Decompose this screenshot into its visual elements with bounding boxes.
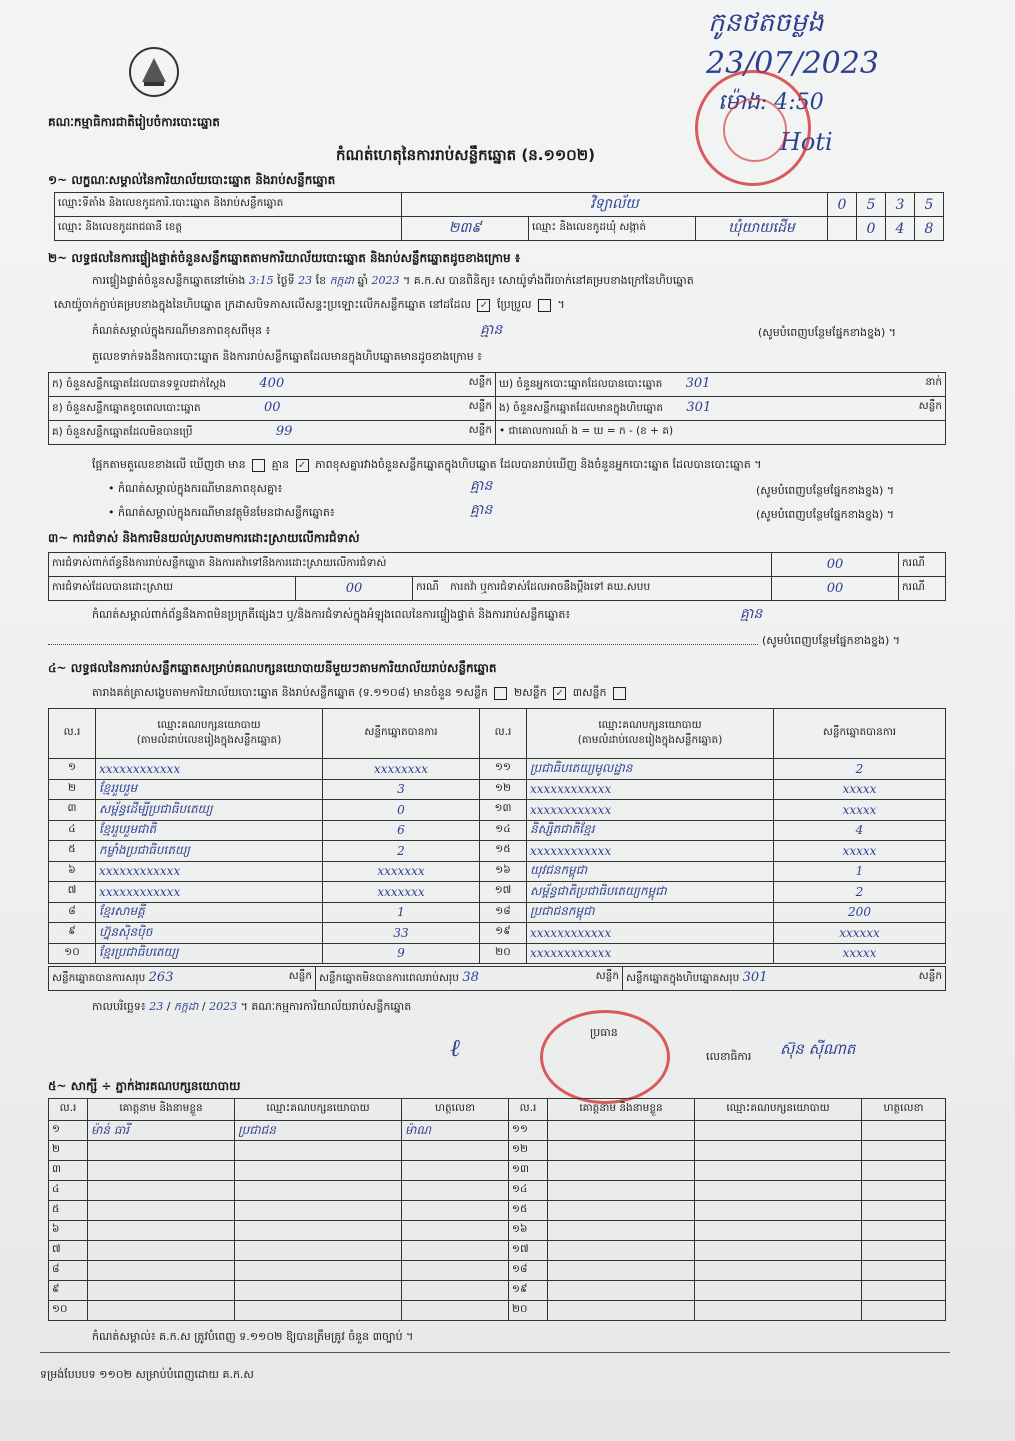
witness-name [88, 1161, 235, 1181]
commune-label: ឈ្មោះ និងលេខកូដឃុំ សង្កាត់ [529, 217, 696, 241]
location-value: វិទ្យាល័យ [402, 193, 828, 217]
row-number: ១៦ [509, 1221, 548, 1241]
row-number: ១១ [480, 759, 527, 780]
row-number: ៥ [49, 841, 96, 862]
table-row [49, 861, 946, 882]
valid-votes: 33 [323, 923, 480, 944]
row-number: ២០ [509, 1301, 548, 1321]
table-row [49, 1241, 946, 1261]
witness-name [88, 1201, 235, 1221]
table-row [49, 943, 946, 964]
row-number: ១៧ [509, 1241, 548, 1261]
witness-signature [862, 1281, 946, 1301]
col-sign: ហត្ថលេខា [402, 1099, 509, 1121]
witness-signature [402, 1261, 509, 1281]
witness-party [235, 1161, 402, 1181]
party-name: យុវជនកម្ពុជា [527, 861, 774, 882]
commune-code-digit: 4 [886, 217, 915, 241]
witness-name: ម៉ាន់ ធារី [88, 1121, 235, 1141]
row-number: ១១ [509, 1121, 548, 1141]
commune-value: ឃុំយាយដើម [696, 217, 828, 241]
col-name: គោត្តនាម និងនាមខ្លួន [548, 1099, 695, 1121]
witness-signature [402, 1221, 509, 1241]
footnote: កំណត់សម្គាល់៖ គ.ក.ស ត្រូវបំពេញ ទ.១១០២ ឱ្យបានត្រឹមត្រូវ ចំនួន ៣ច្បាប់ ។ [92, 1330, 414, 1343]
section4-heading: ៤~ លទ្ធផលនៃការរាប់សន្លឹកឆ្នោតសម្រាប់គណបក្សនយោបាយនីមួយៗតាមការិយាល័យរាប់សន្លឹកឆ្នោត [48, 661, 497, 675]
figures-intro: តួលេខទាក់ទងនឹងការបោះឆ្នោត និងការរាប់សន្លឹកឆ្នោតដែលមានក្នុងហិបឆ្នោតមានដូចខាងក្រោម ៖ [92, 350, 483, 363]
table-row [49, 1161, 946, 1181]
witness-name [88, 1141, 235, 1161]
row-number: ៩ [49, 1281, 88, 1301]
witness-signature [862, 1141, 946, 1161]
valid-votes: xxxxx [774, 779, 946, 800]
difference-note-hint: (សូមបំពេញបន្ថែមផ្នែកខាងខ្នង) ។ [758, 326, 897, 339]
summary-sheet-line: តារាងគត់ត្រាសង្ខេបតាមការិយាល័យបោះឆ្នោត និងរាប់សន្លឹកឆ្នោត (ទ.១១០៨) មានចំនួន ១សន្លឹក ២សន្លឹក ✓ ៣សន្លឹក [92, 686, 629, 702]
witness-party [695, 1121, 862, 1141]
valid-votes: 2 [774, 759, 946, 780]
col-no: ល.រ [49, 1099, 88, 1121]
row-number: ៦ [49, 861, 96, 882]
table-row [49, 1121, 946, 1141]
col-party: ឈ្មោះគណបក្សនយោបាយ (តាមលំដាប់លេខរៀងក្នុងសន្លឹកឆ្នោត) [96, 709, 323, 759]
row-number: ៧ [49, 1241, 88, 1261]
party-name: ខ្មែររួបរួមជាតិ [96, 820, 323, 841]
table-row [49, 1221, 946, 1241]
location-code-digit: 5 [915, 193, 944, 217]
party-name: xxxxxxxxxxxx [96, 759, 323, 780]
witness-signature [862, 1161, 946, 1181]
row-number: ១៩ [480, 923, 527, 944]
table-row [49, 759, 946, 780]
witness-party [695, 1221, 862, 1241]
location-code-digit: 5 [857, 193, 886, 217]
witness-signature [862, 1121, 946, 1141]
valid-votes: xxxxxxx [323, 882, 480, 903]
witness-name [88, 1261, 235, 1281]
row-number: ២ [49, 779, 96, 800]
row-number: ១២ [509, 1141, 548, 1161]
col-sign: ហត្ថលេខា [862, 1099, 946, 1121]
appeal-value: 00 [772, 577, 899, 601]
witness-name [88, 1181, 235, 1201]
one-sheet-checkbox [494, 687, 507, 700]
location-label: ឈ្មោះទីតាំង និងលេខកូដការិ.បោះឆ្នោត និងរាប់សន្លឹកឆ្នោត [55, 193, 402, 217]
table-row [49, 800, 946, 821]
nec-logo [128, 46, 180, 98]
col-party: ឈ្មោះគណបក្សនយោបាយ [235, 1099, 402, 1121]
commune-code-digit: 0 [857, 217, 886, 241]
province-label: ឈ្មោះ និងលេខកូដរាជធានី ខេត្ត [55, 217, 402, 241]
province-value: ២៣៩ [402, 217, 529, 241]
table-row [49, 779, 946, 800]
row-number: ១ [49, 759, 96, 780]
three-sheet-checkbox [613, 687, 626, 700]
valid-votes: 0 [323, 800, 480, 821]
party-name: xxxxxxxxxxxx [96, 861, 323, 882]
valid-votes: 2 [774, 882, 946, 903]
witness-party [695, 1161, 862, 1181]
valid-votes: 1 [774, 861, 946, 882]
witness-name [88, 1281, 235, 1301]
official-stamp-bottom [540, 1010, 670, 1104]
row-number: ៧ [49, 882, 96, 903]
witness-signature [402, 1201, 509, 1221]
witness-party [235, 1281, 402, 1301]
witness-signature [862, 1181, 946, 1201]
has-difference-checkbox [252, 459, 265, 472]
two-sheet-checkbox: ✓ [553, 687, 566, 700]
col-party: ឈ្មោះគណបក្សនយោបាយ [695, 1099, 862, 1121]
row-number: ១៦ [480, 861, 527, 882]
table-row [49, 923, 946, 944]
table-row [49, 1181, 946, 1201]
row-number: ១០ [49, 1301, 88, 1321]
table-row [49, 1201, 946, 1221]
row-number: ៦ [49, 1221, 88, 1241]
objections-value: 00 [772, 553, 899, 577]
party-name: សម្ព័ន្ធដើម្បីប្រជាធិបតេយ្យ [96, 800, 323, 821]
section1-heading: ១~ លក្ខណៈសម្គាល់នៃការិយាល័យបោះឆ្នោត និងរាប់សន្លឹកឆ្នោត [48, 173, 336, 187]
difference-note-label: កំណត់សម្គាល់ក្នុងករណីមានភាពខុសពីមុន ៖ [92, 324, 271, 337]
row-number: ១៣ [480, 800, 527, 821]
valid-votes: 6 [323, 820, 480, 841]
row-number: ១០ [49, 943, 96, 964]
valid-votes: xxxxxx [774, 923, 946, 944]
party-name: xxxxxxxxxxxx [527, 841, 774, 862]
verification-line2: សោយ៉ូចាក់ភ្ជាប់គម្របខាងក្នុងនៃហិបឆ្នោត ក្រដាសបិទភាសលើសន្ទះប្រឡោះលើកសន្លឹកឆ្នោត នៅដដែល ✓ ប្រែប្រួល ។ [54, 298, 565, 311]
witness-name [548, 1181, 695, 1201]
witness-signature [862, 1201, 946, 1221]
party-name: xxxxxxxxxxxx [527, 923, 774, 944]
difference-note-value: គ្មាន [480, 322, 503, 338]
table-row [49, 902, 946, 923]
party-name: ហ្វ៊ុនស៊ិនប៉ិច [96, 923, 323, 944]
witness-table [48, 1098, 946, 1321]
party-name: xxxxxxxxxxxx [527, 943, 774, 964]
row-number: ១៥ [480, 841, 527, 862]
section1-table [54, 192, 944, 241]
row-number: ១៤ [480, 820, 527, 841]
witness-name [548, 1141, 695, 1161]
witness-signature [402, 1141, 509, 1161]
irregularities-value: គ្មាន [740, 606, 763, 622]
row-number: ៩ [49, 923, 96, 944]
unchanged-checkbox: ✓ [477, 299, 490, 312]
row-number: ៤ [49, 820, 96, 841]
col-no: ល.រ [49, 709, 96, 759]
handwritten-date: 23/07/2023 [706, 46, 879, 81]
valid-votes: 4 [774, 820, 946, 841]
objections-label: ការជំទាស់ពាក់ព័ន្ធនឹងការរាប់សន្លឹកឆ្នោត និងការតវ៉ាទៅនឹងការដោះស្រាយលើការជំទាស់ [49, 553, 772, 577]
form-footer: ទម្រង់បែបបទ ១១០២ សម្រាប់បំពេញដោយ គ.ក.ស [40, 1368, 254, 1381]
row-number: ១៣ [509, 1161, 548, 1181]
party-name: សម្ព័ន្ធជាតិប្រជាធិបតេយ្យកម្ពុជា [527, 882, 774, 903]
witness-name [548, 1121, 695, 1141]
witness-name [548, 1281, 695, 1301]
org-title: គណៈកម្មាធិការជាតិរៀបចំការបោះឆ្នោត [48, 115, 220, 129]
col-party: ឈ្មោះគណបក្សនយោបាយ (តាមលំដាប់លេខរៀងក្នុងសន្លឹកឆ្នោត) [527, 709, 774, 759]
witness-party [235, 1241, 402, 1261]
row-number: ១៨ [509, 1261, 548, 1281]
note1-label: • កំណត់សម្គាល់ក្នុងករណីមានភាពខុសគ្នា៖ [108, 482, 283, 495]
col-votes: សន្លឹកឆ្នោតបានការ [774, 709, 946, 759]
witness-party [235, 1261, 402, 1281]
valid-votes: 200 [774, 902, 946, 923]
witness-signature [402, 1181, 509, 1201]
witness-signature: ម៉ាណ [402, 1121, 509, 1141]
table-row [49, 820, 946, 841]
witness-signature [862, 1301, 946, 1321]
row-number: ១៥ [509, 1201, 548, 1221]
col-no: ល.រ [509, 1099, 548, 1121]
witness-signature [862, 1241, 946, 1261]
witness-party [235, 1221, 402, 1241]
valid-votes: 2 [323, 841, 480, 862]
chair-label: ប្រធាន [590, 1026, 618, 1039]
witness-name [548, 1301, 695, 1321]
valid-votes: xxxxx [774, 943, 946, 964]
difference-check-line: ផ្អែកតាមតួលេខខាងលើ ឃើញថា មាន គ្មាន ✓ ភាពខុសគ្នារវាងចំនួនសន្លឹកឆ្នោតក្នុងហិបឆ្នោត ដែលបានរាប់ឃើញ និងចំនួនអ្នកបោះឆ្នោត ដែលបានបោះឆ្នោត ។ [92, 458, 762, 471]
valid-votes: xxxxxxx [323, 861, 480, 882]
witness-name [548, 1261, 695, 1281]
witness-signature [402, 1241, 509, 1261]
ballot-figures-table: ក) ចំនួនសន្លឹកឆ្នោតដែលបានទទួលជាក់ស្តែង 400 សន្លឹក ឃ) ចំនួនអ្នកបោះឆ្នោតដែលបានបោះឆ្នោត 301 នាក់ ខ) ចំនួនសន្លឹកឆ្នោតខូចពេលបោះឆ្នោត 00 សន្លឹក ង) ចំនួនសន្លឹកឆ្នោតដែលមានក្នុងហិបឆ្នោត 301 សន្លឹក គ) ចំនួនសន្លឹកឆ្នោតដែលមិនបានប្រើ 99 សន្លឹក • ជាគោលការណ៍ ង = ឃ = ក - (ខ + គ) [48, 372, 946, 445]
witness-party [695, 1201, 862, 1221]
witness-signature [862, 1221, 946, 1241]
valid-votes: 3 [323, 779, 480, 800]
table-row [49, 1261, 946, 1281]
section3-heading: ៣~ ការជំទាស់ និងការមិនយល់ស្របតាមការដោះស្រាយលើការជំទាស់ [48, 531, 360, 545]
commune-code-digit: 8 [915, 217, 944, 241]
row-number: ៤ [49, 1181, 88, 1201]
table-row [49, 1281, 946, 1301]
party-name: xxxxxxxxxxxx [527, 800, 774, 821]
table-row [49, 882, 946, 903]
party-name: កម្លាំងប្រជាធិបតេយ្យ [96, 841, 323, 862]
party-name: xxxxxxxxxxxx [96, 882, 323, 903]
row-number: ២០ [480, 943, 527, 964]
note2-hint: (សូមបំពេញបន្ថែមផ្នែកខាងខ្នង) ។ [756, 508, 895, 521]
signing-date-line: កាលបរិច្ឆេទ៖ 23 / កក្កដា / 2023 ។ គណៈកម្មការការិយាល័យរាប់សន្លឹកឆ្នោត [92, 1000, 412, 1013]
witness-name [548, 1201, 695, 1221]
handwritten-initials: Hoti [780, 128, 833, 156]
table-row [49, 841, 946, 862]
handwritten-time: ម៉ោង: 4:50 [718, 90, 824, 115]
form-title: កំណត់ហេតុនៃការរាប់សន្លឹកឆ្នោត (ន.១១០២) [336, 146, 596, 164]
witness-signature [402, 1301, 509, 1321]
col-name: គោត្តនាម និងនាមខ្លួន [88, 1099, 235, 1121]
party-name: xxxxxxxxxxxx [527, 779, 774, 800]
note2-label: • កំណត់សម្គាល់ក្នុងករណីមានវត្ថុមិនមែនជាសន្លឹកឆ្នោត៖ [108, 506, 335, 519]
row-number: ១៤ [509, 1181, 548, 1201]
col-no: ល.រ [480, 709, 527, 759]
secretary-name: ស៊ុន ស៊ីណាត [780, 1040, 856, 1058]
witness-party [695, 1181, 862, 1201]
unit: ករណី [899, 577, 946, 601]
witness-party [695, 1281, 862, 1301]
location-code-digit: 3 [886, 193, 915, 217]
valid-votes: xxxxxxxx [323, 759, 480, 780]
party-results-table [48, 708, 946, 964]
witness-signature [402, 1161, 509, 1181]
location-code-digit: 0 [828, 193, 857, 217]
witness-name [548, 1241, 695, 1261]
row-number: ៣ [49, 1161, 88, 1181]
witness-party [695, 1261, 862, 1281]
valid-votes: xxxxx [774, 841, 946, 862]
witness-signature [402, 1281, 509, 1301]
witness-party: ប្រជាជន [235, 1121, 402, 1141]
changed-checkbox [538, 299, 551, 312]
table-row [49, 1301, 946, 1321]
party-name: ប្រជាជនកម្ពុជា [527, 902, 774, 923]
row-number: ៣ [49, 800, 96, 821]
row-number: ៨ [49, 902, 96, 923]
witness-signature [862, 1261, 946, 1281]
note2-value: គ្មាន [470, 502, 493, 518]
valid-votes: xxxxx [774, 800, 946, 821]
witness-name [88, 1241, 235, 1261]
note1-value: គ្មាន [470, 478, 493, 494]
row-number: ១២ [480, 779, 527, 800]
irregularities-label: កំណត់សម្គាល់ពាក់ព័ន្ធនឹងភាពមិនប្រក្រតីផ្សេងៗ ឬ/និងការជំទាស់ក្នុងអំឡុងពេលនៃការផ្ទៀងផ្ទាត់ និងការរាប់សន្លឹកឆ្នោត៖ [92, 608, 571, 621]
witness-name [548, 1221, 695, 1241]
verification-line1: ការផ្ទៀងផ្ទាត់ចំនួនសន្លឹកឆ្នោតនៅម៉ោង 3:15 ថ្ងៃទី 23 ខែ កក្កដា ឆ្នាំ 2023 ។ គ.ក.ស បានពិនិត្យ៖ សោយ៉ូទាំងពីរចាក់នៅគម្របខាងក្រៅនៃហិបឆ្នោត [92, 274, 694, 287]
witness-party [235, 1141, 402, 1161]
resolved-value: 00 [296, 577, 413, 601]
party-name: ខ្មែររួបរួម [96, 779, 323, 800]
witness-party [235, 1301, 402, 1321]
unit: ករណី [899, 553, 946, 577]
row-number: ៨ [49, 1261, 88, 1281]
witness-party [695, 1241, 862, 1261]
party-name: និស្សិតជាតិខ្មែរ [527, 820, 774, 841]
chair-signature: ℓ [450, 1034, 460, 1062]
witness-party [695, 1141, 862, 1161]
handwritten-copy-note: កូនថតចម្លង [708, 8, 824, 38]
witness-name [548, 1161, 695, 1181]
resolved-label: ការជំទាស់ដែលបានដោះស្រាយ [49, 577, 296, 601]
witness-name [88, 1301, 235, 1321]
no-difference-checkbox: ✓ [296, 459, 309, 472]
valid-votes: 1 [323, 902, 480, 923]
party-name: ខ្មែរសាមគ្គី [96, 902, 323, 923]
section5-heading: ៥~ សាក្សី ÷ ភ្នាក់ងារគណបក្សនយោបាយ [48, 1079, 241, 1093]
row-number: ៥ [49, 1201, 88, 1221]
witness-party [235, 1201, 402, 1221]
objections-table: ការជំទាស់ពាក់ព័ន្ធនឹងការរាប់សន្លឹកឆ្នោត និងការតវ៉ាទៅនឹងការដោះស្រាយលើការជំទាស់ 00 ករណី ការជំទាស់ដែលបានដោះស្រាយ 00 ករណី ការតវ៉ា ឬការជំទាស់ដែលអាចនឹងប្តឹងទៅ គឃ.សបប 00 ករណី [48, 552, 946, 601]
table-row [49, 1141, 946, 1161]
row-number: ១៩ [509, 1281, 548, 1301]
party-name: ប្រជាធិបតេយ្យមូលដ្ឋាន [527, 759, 774, 780]
row-number: ១ [49, 1121, 88, 1141]
irregularities-hint: (សូមបំពេញបន្ថែមផ្នែកខាងខ្នង) ។ [762, 634, 901, 647]
valid-votes: 9 [323, 943, 480, 964]
witness-name [88, 1221, 235, 1241]
party-name: ខ្មែរប្រជាធិបតេយ្យ [96, 943, 323, 964]
col-votes: សន្លឹកឆ្នោតបានការ [323, 709, 480, 759]
secretary-label: លេខាធិការ [706, 1050, 752, 1063]
row-number: ១៨ [480, 902, 527, 923]
section2-heading: ២~ លទ្ធផលនៃការផ្ទៀងផ្ទាត់ចំនួនសន្លឹកឆ្នោតតាមការិយាល័យបោះឆ្នោត និងរាប់សន្លឹកឆ្នោតដូចខាងក្រោម ៖ [48, 251, 521, 265]
row-number: ១៧ [480, 882, 527, 903]
totals-row: សន្លឹកឆ្នោតបានការសរុប 263 សន្លឹក សន្លឹកឆ្នោតមិនបានការពេលរាប់សរុប 38 សន្លឹក សន្លឹកឆ្នោតក្នុងហិបឆ្នោតសរុប 301 សន្លឹក [48, 966, 946, 991]
row-number: ២ [49, 1141, 88, 1161]
witness-party [695, 1301, 862, 1321]
official-stamp-top [695, 70, 811, 186]
note1-hint: (សូមបំពេញបន្ថែមផ្នែកខាងខ្នង) ។ [756, 484, 895, 497]
witness-party [235, 1181, 402, 1201]
